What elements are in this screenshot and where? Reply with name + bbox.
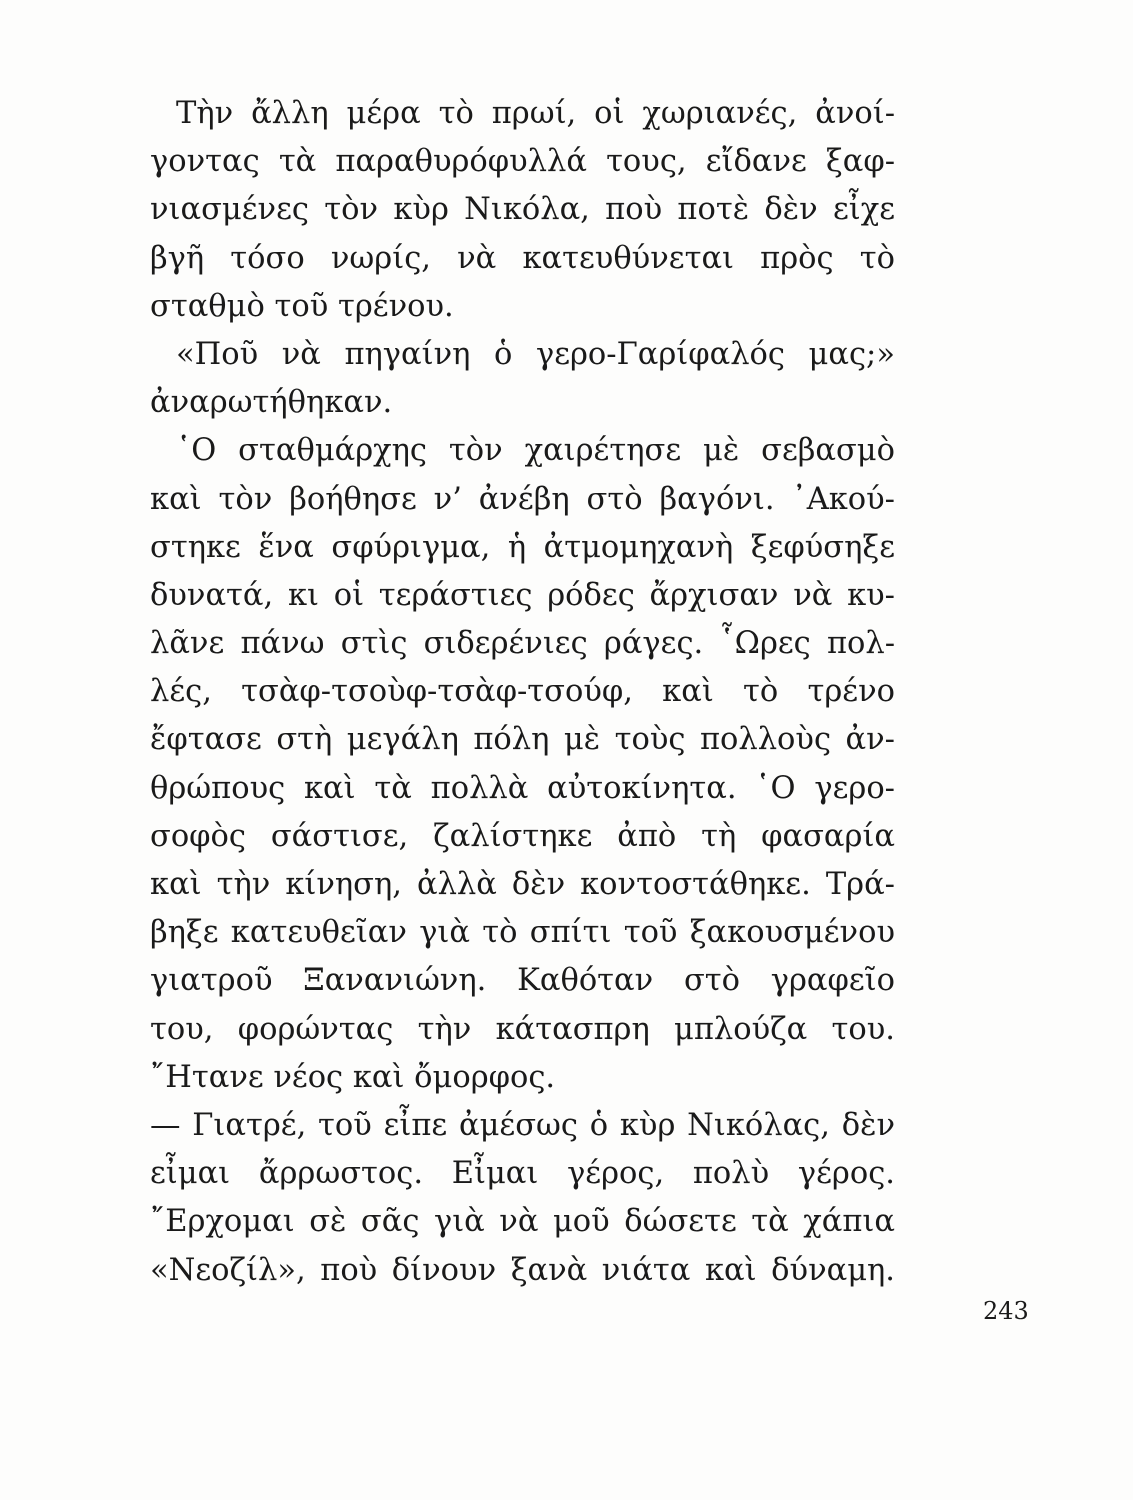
text-line: ῎Ητανε νέος καὶ ὄμορφος.	[150, 1059, 556, 1095]
text-line: καὶ τὸν βοήθησε ν’ ἀνέβη στὸ βαγόνι. ᾿Ακού-	[150, 481, 895, 517]
text-line: νιασμένες τὸν κὺρ Νικόλα, ποὺ ποτὲ δὲν εἶχε	[150, 192, 895, 228]
text-line: «Νεοζίλ», ποὺ δίνουν ξανὰ νιάτα καὶ δύναμη.	[150, 1252, 895, 1288]
text-line: λᾶνε πάνω στὶς σιδερένιες ράγες. ῟Ωρες πολ-	[150, 626, 895, 662]
text-line: σταθμὸ τοῦ τρένου.	[150, 288, 454, 324]
text-line: δυνατά, κι οἱ τεράστιες ρόδες ἄρχισαν νὰ κυ-	[150, 577, 895, 613]
text-line: ῎Ερχομαι σὲ σᾶς γιὰ νὰ μοῦ δώσετε τὰ χάπια	[150, 1204, 895, 1240]
page-number: 243	[983, 1297, 1029, 1325]
text-line: γιατροῦ Ξανανιώνη. Καθόταν στὸ γραφεῖο	[150, 963, 895, 999]
text-line: Τὴν ἄλλη μέρα τὸ πρωί, οἱ χωριανές, ἀνοί-	[176, 96, 895, 131]
text-line: βγῆ τόσο νωρίς, νὰ κατευθύνεται πρὸς τὸ	[150, 240, 895, 276]
body-text	[150, 90, 895, 1295]
text-line: βηξε κατευθεῖαν γιὰ τὸ σπίτι τοῦ ξακουσμένου	[150, 915, 895, 951]
text-line: γοντας τὰ παραθυρόφυλλά τους, εἴδανε ξαφ-	[150, 144, 895, 180]
text-line: καὶ τὴν κίνηση, ἀλλὰ δὲν κοντοστάθηκε. Τρά-	[150, 867, 895, 902]
text-line: σοφὸς σάστισε, ζαλίστηκε ἀπὸ τὴ φασαρία	[150, 818, 895, 854]
text-line: ῾Ο σταθμάρχης τὸν χαιρέτησε μὲ σεβασμὸ	[176, 433, 895, 469]
dialogue-line: — Γιατρέ, τοῦ εἶπε ἀμέσως ὁ κὺρ Νικόλας, δὲν	[150, 1107, 895, 1143]
text-line: εἶμαι ἄρρωστος. Εἶμαι γέρος, πολὺ γέρος.	[150, 1156, 895, 1192]
text-line: στηκε ἕνα σφύριγμα, ἡ ἀτμομηχανὴ ξεφύσηξε	[150, 529, 895, 565]
text-line: του, φορώντας τὴν κάτασπρη μπλούζα του.	[150, 1011, 895, 1047]
text-line: ἔφτασε στὴ μεγάλη πόλη μὲ τοὺς πολλοὺς ἀν-	[150, 722, 895, 758]
text-line: λές, τσὰφ-τσοὺφ-τσὰφ-τσούφ, καὶ τὸ τρένο	[150, 674, 895, 710]
text-line: ἀναρωτήθηκαν.	[150, 385, 393, 421]
text-line: «Ποῦ νὰ πηγαίνη ὁ γερο-Γαρίφαλός μας;»	[176, 336, 895, 372]
text-line: θρώπους καὶ τὰ πολλὰ αὐτοκίνητα. ῾Ο γερο-	[150, 770, 895, 806]
